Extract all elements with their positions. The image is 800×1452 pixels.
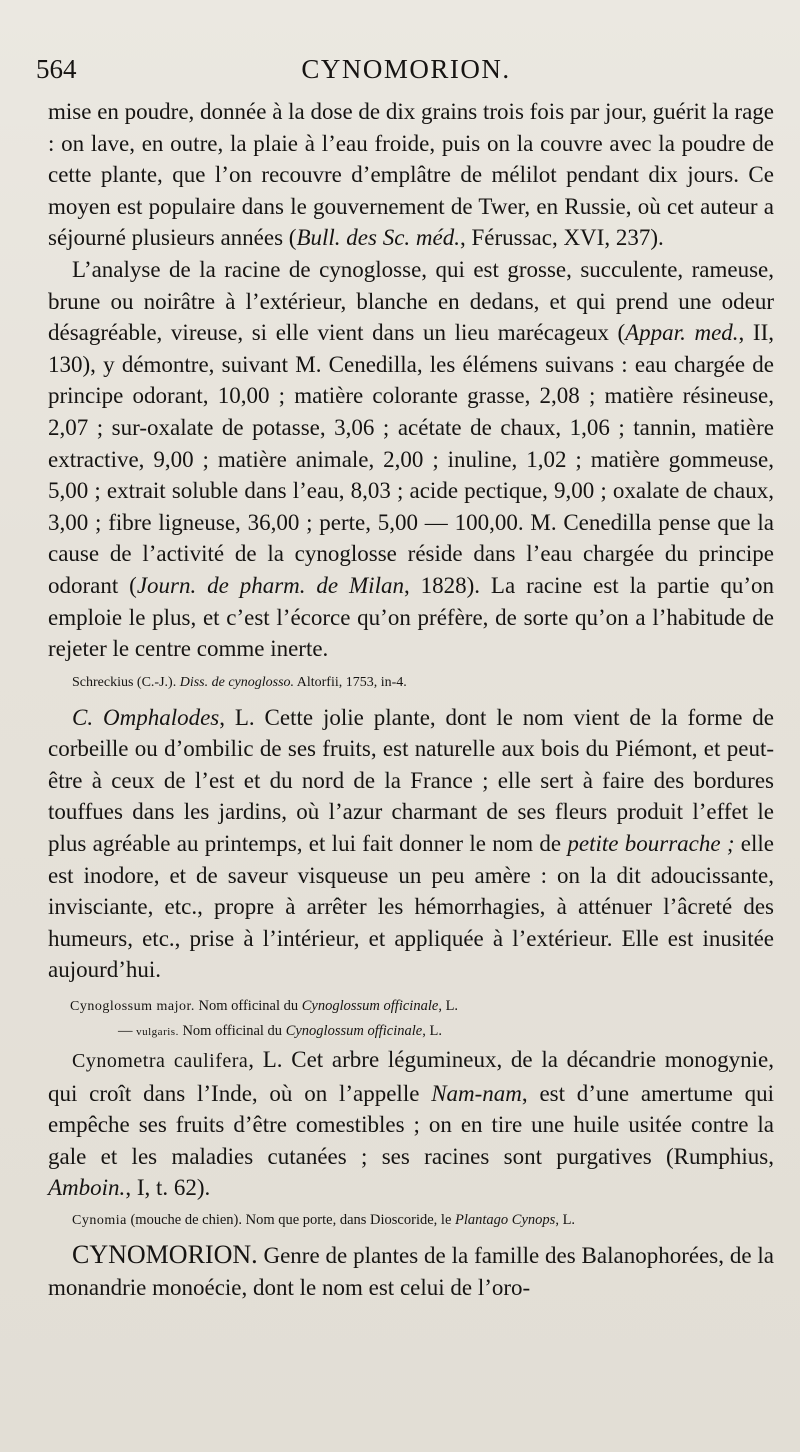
page-header bbox=[36, 54, 776, 94]
synonym-major: Cynoglossum major. Nom officinal du Cynoglossum officinale, L. bbox=[70, 998, 459, 1015]
paragraph-cynomorion: CYNOMORION. Genre de plantes de la famille des Balanophorées, de la monandrie monoécie, dont le nom est celui de l’oro- bbox=[48, 1240, 774, 1300]
paragraph-analysis: L’analyse de la racine de cynoglosse, qui est grosse, succulente, rameuse, brune ou noirâtre à l’extérieur, blanche en dedans, et qui prend une odeur désagréable, vireuse, si elle vient dans un lieu marécageux (Appar. med., II, 130), y démontre, suivant M. Cenedilla, les élémens suivans : eau chargée de principe odorant, 10,00 ; matière colorante grasse, 2,08 ; matière résineuse, 2,07 ; sur-oxalate de potasse, 3,06 ; acétate de chaux, 1,06 ; tannin, matière extractive, 9,00 ; matière animale, 2,00 ; inuline, 1,02 ; matière gommeuse, 5,00 ; extrait soluble dans l’eau, 8,03 ; acide pectique, 9,00 ; oxalate de chaux, 3,00 ; fibre ligneuse, 36,00 ; perte, 5,00 — 100,00. M. Cenedilla pense que la cause de l’activité de la cynoglosse réside dans l’eau chargée du principe odorant (Journ. de pharm. de Milan, 1828). La racine est la partie qu’on emploie le plus, et c’est l’écorce qu’on préfère, de sorte qu’on a l’habitude de rejeter le centre comme inerte. bbox=[48, 256, 774, 662]
running-head: CYNOMORION. bbox=[301, 54, 511, 84]
entry-heading-cynomorion: CYNOMORION. bbox=[72, 1240, 258, 1269]
entry-cynomia: Cynomia (mouche de chien). Nom que porte, dans Dioscoride, le Plantago Cynops, L. bbox=[72, 1212, 576, 1228]
paragraph-rage-remedy: mise en poudre, donnée à la dose de dix grains trois fois par jour, guérit la rage : on lave, en outre, la plaie à l’eau froide, puis on la couvre avec la poudre de cette plante, que l’on recouvre d’emplâtre de mélilot pendant dix jours. Ce moyen est populaire dans le gouvernement de Twer, en Russie, où cet auteur a séjourné plusieurs années (Bull. des Sc. méd., Férussac, XVI, 237). bbox=[48, 99, 774, 251]
entry-term-omphalodes: C. Omphalodes bbox=[72, 704, 220, 730]
page-number: 564 bbox=[36, 54, 77, 84]
paragraph-omphalodes: C. Omphalodes, L. Cette jolie plante, dont le nom vient de la forme de corbeille ou d’ombilic de ses fruits, est naturelle aux bois du Piémont, et peut-être à ceux de l’est et du nord de la France ; elle sert à faire des bordures touffues dans les jardins, où l’azur charmant de ses fleurs produit l’effet le plus agréable au printemps, et lui fait donner le nom de petite bourrache ; elle est inodore, et de saveur visqueuse un peu amère : on la dit adoucissante, invisciante, etc., propre à arrêter les hémorrhagies, à atténuer l’âcreté des humeurs, etc., prise à l’intérieur, et appliquée à l’extérieur. Elle est inusitée aujourd’hui. bbox=[48, 704, 774, 983]
synonym-vulgaris: — vulgaris. Nom officinal du Cynoglossum officinale, L. bbox=[118, 1023, 442, 1040]
bibliography-reference: Schreckius (C.-J.). Diss. de cynoglosso. Altorfii, 1753, in-4. bbox=[72, 674, 407, 690]
paragraph-cynometra: Cynometra caulifera, L. Cet arbre légumineux, de la décandrie monogynie, qui croît dans l’Inde, où on l’appelle Nam-nam, est d’une amertume qui empêche ses fruits d’être comestibles ; on en tire une huile usitée contre la gale et les maladies cutanées ; ses racines sont purgatives (Rumphius, Amboin., I, t. 62). bbox=[48, 1047, 774, 1201]
body-text bbox=[48, 96, 774, 1303]
entry-term-cynometra: Cynometra caulifera bbox=[72, 1050, 249, 1073]
